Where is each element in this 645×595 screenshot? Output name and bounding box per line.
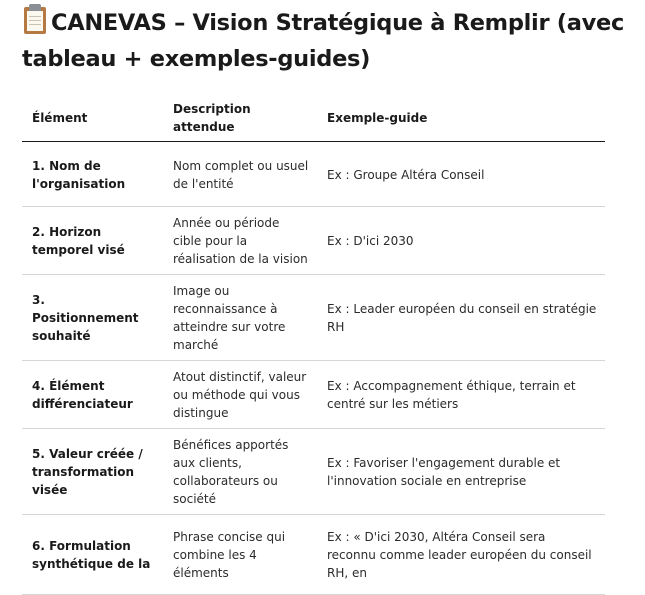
- row-description: Atout distinctif, valeur ou méthode qui vous distingue: [163, 361, 317, 429]
- table-row: [22, 515, 605, 595]
- clipboard-icon: [22, 4, 48, 34]
- row-element: 6. Formulation synthétique de la: [22, 515, 163, 595]
- table-row: [22, 429, 605, 515]
- row-element: 4. Élément différenciateur: [22, 361, 163, 429]
- row-element: 3. Positionnement souhaité: [22, 275, 163, 361]
- row-element: 2. Horizon temporel visé: [22, 207, 163, 275]
- table-row: [22, 142, 605, 207]
- row-example: Ex : « D'ici 2030, Altéra Conseil sera reconnu comme leader européen du conseil RH, en: [317, 515, 605, 595]
- table-header-row: [22, 96, 605, 142]
- row-description: Image ou reconnaissance à atteindre sur votre marché: [163, 275, 317, 361]
- row-element: 5. Valeur créée / transformation visée: [22, 429, 163, 515]
- header-element: Élément: [22, 96, 163, 142]
- row-description: Nom complet ou usuel de l'entité: [163, 142, 317, 207]
- row-example: Ex : Accompagnement éthique, terrain et centré sur les métiers: [317, 361, 605, 429]
- row-example: Ex : Favoriser l'engagement durable et l'innovation sociale en entreprise: [317, 429, 605, 515]
- row-element: 1. Nom de l'organisation: [22, 142, 163, 207]
- table-row: [22, 275, 605, 361]
- row-description: Phrase concise qui combine les 4 éléments: [163, 515, 317, 595]
- header-example: Exemple-guide: [317, 96, 605, 142]
- title-text: CANEVAS – Vision Stratégique à Remplir (avec tableau + exemples-guides): [22, 10, 625, 72]
- header-description: Description attendue: [163, 96, 317, 142]
- row-description: Bénéfices apportés aux clients, collaborateurs ou société: [163, 429, 317, 515]
- row-example: Ex : D'ici 2030: [317, 207, 605, 275]
- page-title: [22, 4, 632, 77]
- table-row: [22, 207, 605, 275]
- row-example: Ex : Groupe Altéra Conseil: [317, 142, 605, 207]
- row-description: Année ou période cible pour la réalisation de la vision: [163, 207, 317, 275]
- row-example: Ex : Leader européen du conseil en stratégie RH: [317, 275, 605, 361]
- canevas-table: [22, 96, 605, 595]
- table-row: [22, 361, 605, 429]
